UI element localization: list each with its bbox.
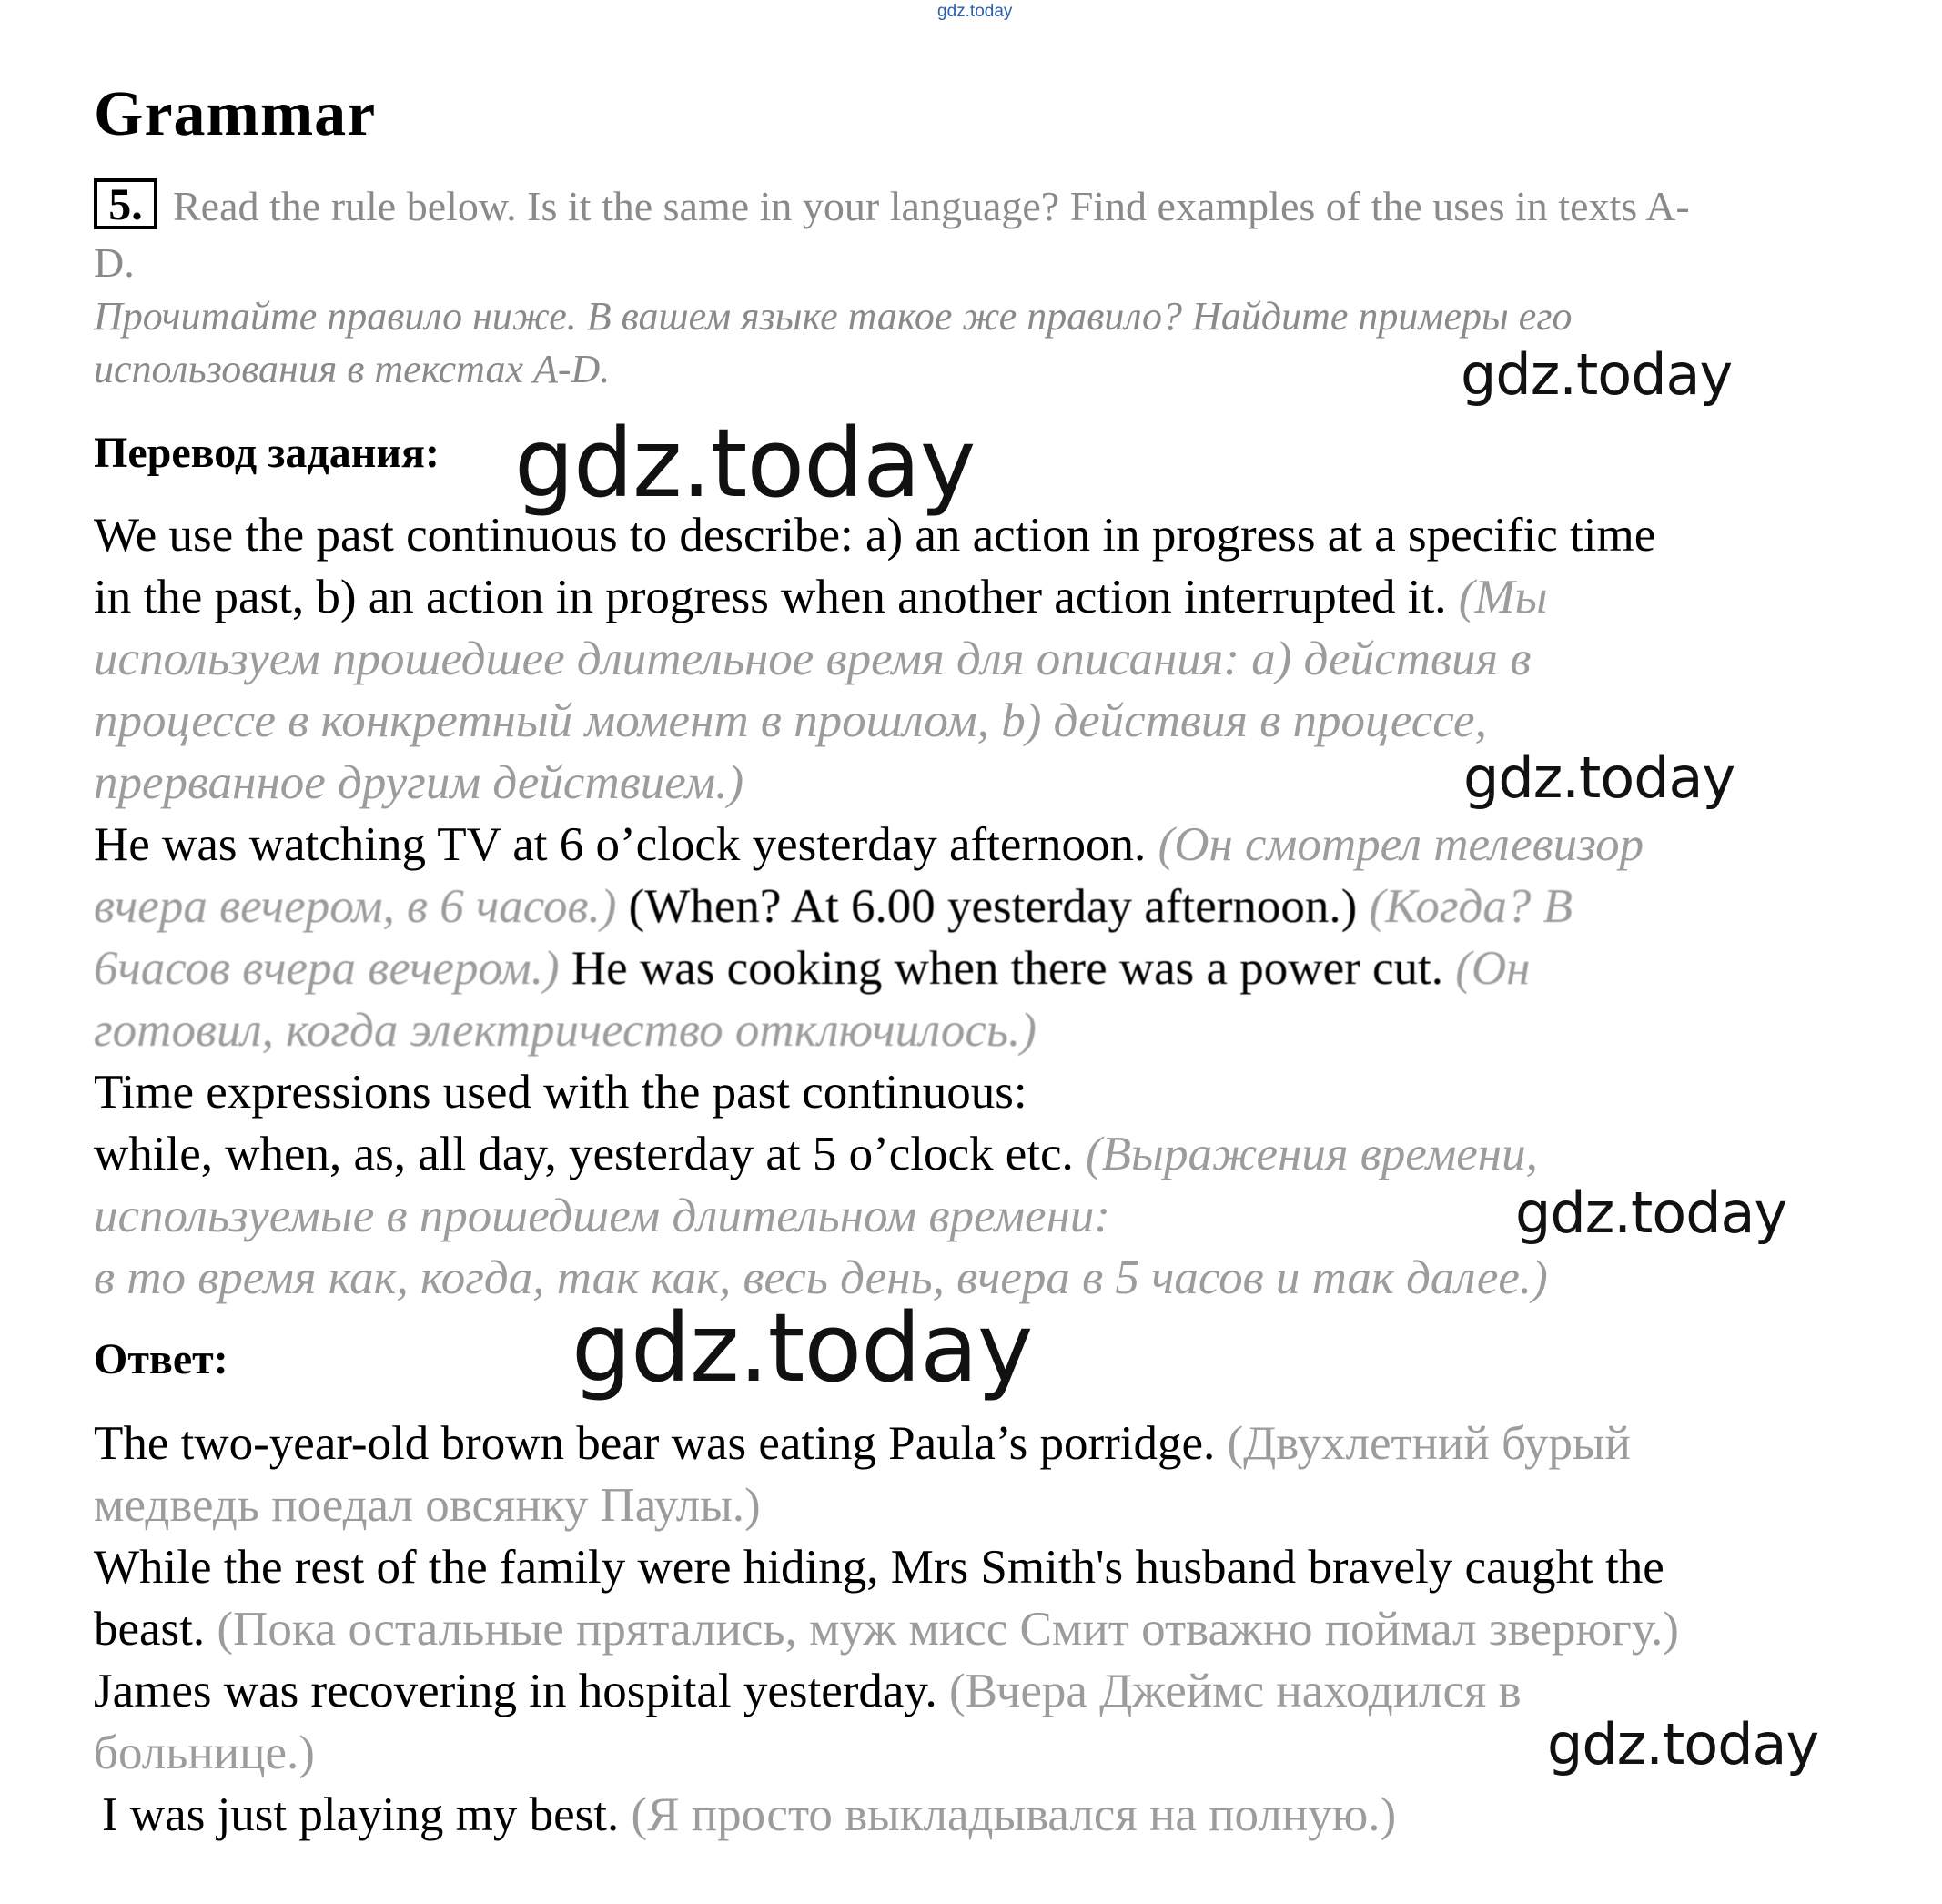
rule-line-4: процессе в конкретный момент в прошлом, b) действия в процессе,	[94, 694, 1487, 747]
answer-1-line-1	[94, 1417, 1631, 1470]
rule-line-3: используем прошедшее длительное время для описания: a) действия в	[94, 633, 1532, 685]
answer-2-ru: (Пока остальные прятались, муж мисс Смит отважно поймал зверюгу.)	[217, 1603, 1679, 1656]
answer-1-line-2: медведь поедал овсянку Паулы.)	[94, 1479, 761, 1532]
answer-4-en: I was just playing my best.	[102, 1788, 620, 1841]
rule-line-2-en: in the past, b) an action in progress when another action interrupted it.	[94, 571, 1447, 623]
answer-3-en: James was recovering in hospital yesterday.	[94, 1665, 937, 1717]
rule-line-11-ru: (Выражения времени,	[1086, 1128, 1538, 1180]
rule-line-6-ru: (Он смотрел телевизор	[1158, 818, 1644, 871]
rule-line-7-ru: вчера вечером, в 6 часов.)	[94, 880, 617, 933]
answer-3-line-1	[94, 1667, 1522, 1716]
rule-line-8	[94, 942, 1531, 995]
answer-1-ru: (Двухлетний бурый	[1227, 1417, 1631, 1470]
rule-line-6	[94, 818, 1644, 871]
answer-3-line-2: больнице.)	[94, 1727, 315, 1779]
answer-2-en: beast.	[94, 1603, 206, 1656]
watermark-5: gdz.today	[571, 1292, 1033, 1403]
rule-line-2-ru: (Мы	[1458, 571, 1548, 623]
rule-line-7	[94, 880, 1573, 933]
rule-line-10: Time expressions used with the past continuous:	[94, 1066, 1027, 1119]
task-instruction-en: Read the rule below. Is it the same in your language? Find examples of the uses in texts A-	[173, 183, 1690, 229]
task-instruction-ru-cont: использования в текстах A-D.	[94, 347, 611, 391]
rule-line-8-en: He was cooking when there was a power cut.	[571, 942, 1443, 995]
watermark-2: gdz.today	[514, 408, 976, 519]
rule-line-6-en: He was watching TV at 6 o’clock yesterday afternoon.	[94, 818, 1147, 871]
answer-heading: Ответ:	[94, 1335, 228, 1383]
rule-line-8-ru: 6часов вчера вечером.)	[94, 942, 560, 995]
rule-line-5: прерванное другим действием.)	[94, 756, 744, 809]
rule-line-9: готовил, когда электричество отключилось.)	[94, 1004, 1037, 1057]
rule-line-11-en: while, when, as, all day, yesterday at 5 o’clock etc.	[94, 1128, 1074, 1180]
rule-line-13: в то время как, когда, так как, весь день, вчера в 5 часов и так далее.)	[94, 1251, 1548, 1304]
rule-line-11	[94, 1130, 1538, 1179]
answer-4	[102, 1788, 1397, 1841]
answer-1-en: The two-year-old brown bear was eating Paula’s porridge.	[94, 1417, 1216, 1470]
task-instruction-ru: Прочитайте правило ниже. В вашем языке такое же правило? Найдите примеры его	[94, 294, 1573, 339]
watermark-1: gdz.today	[1461, 341, 1733, 408]
task-instruction-en-cont: D.	[94, 239, 135, 286]
watermark-6: gdz.today	[1547, 1711, 1819, 1777]
rule-line-12: используемые в прошедшем длительном времени:	[94, 1190, 1111, 1242]
top-watermark: gdz.today	[937, 2, 1013, 21]
watermark-3: gdz.today	[1463, 744, 1735, 811]
translation-heading: Перевод задания:	[94, 429, 440, 477]
answer-4-ru: (Я просто выкладывался на полную.)	[631, 1788, 1397, 1841]
task-number-box: 5.	[94, 178, 157, 229]
answer-3-ru: (Вчера Джеймс находился в	[948, 1665, 1522, 1717]
answer-2-line-1: While the rest of the family were hiding, Mrs Smith's husband bravely caught the	[94, 1541, 1664, 1594]
watermark-4: gdz.today	[1515, 1180, 1787, 1246]
rule-line-2	[94, 573, 1547, 622]
section-title: Grammar	[94, 79, 377, 149]
rule-line-1: We use the past continuous to describe: a) an action in progress at a specific time	[94, 509, 1656, 562]
rule-line-7-ru2: (Когда? В	[1369, 880, 1573, 933]
rule-line-7-en: (When? At 6.00 yesterday afternoon.)	[628, 880, 1358, 933]
rule-line-8-ru2: (Он	[1455, 942, 1531, 995]
answer-2-line-2	[94, 1605, 1679, 1654]
